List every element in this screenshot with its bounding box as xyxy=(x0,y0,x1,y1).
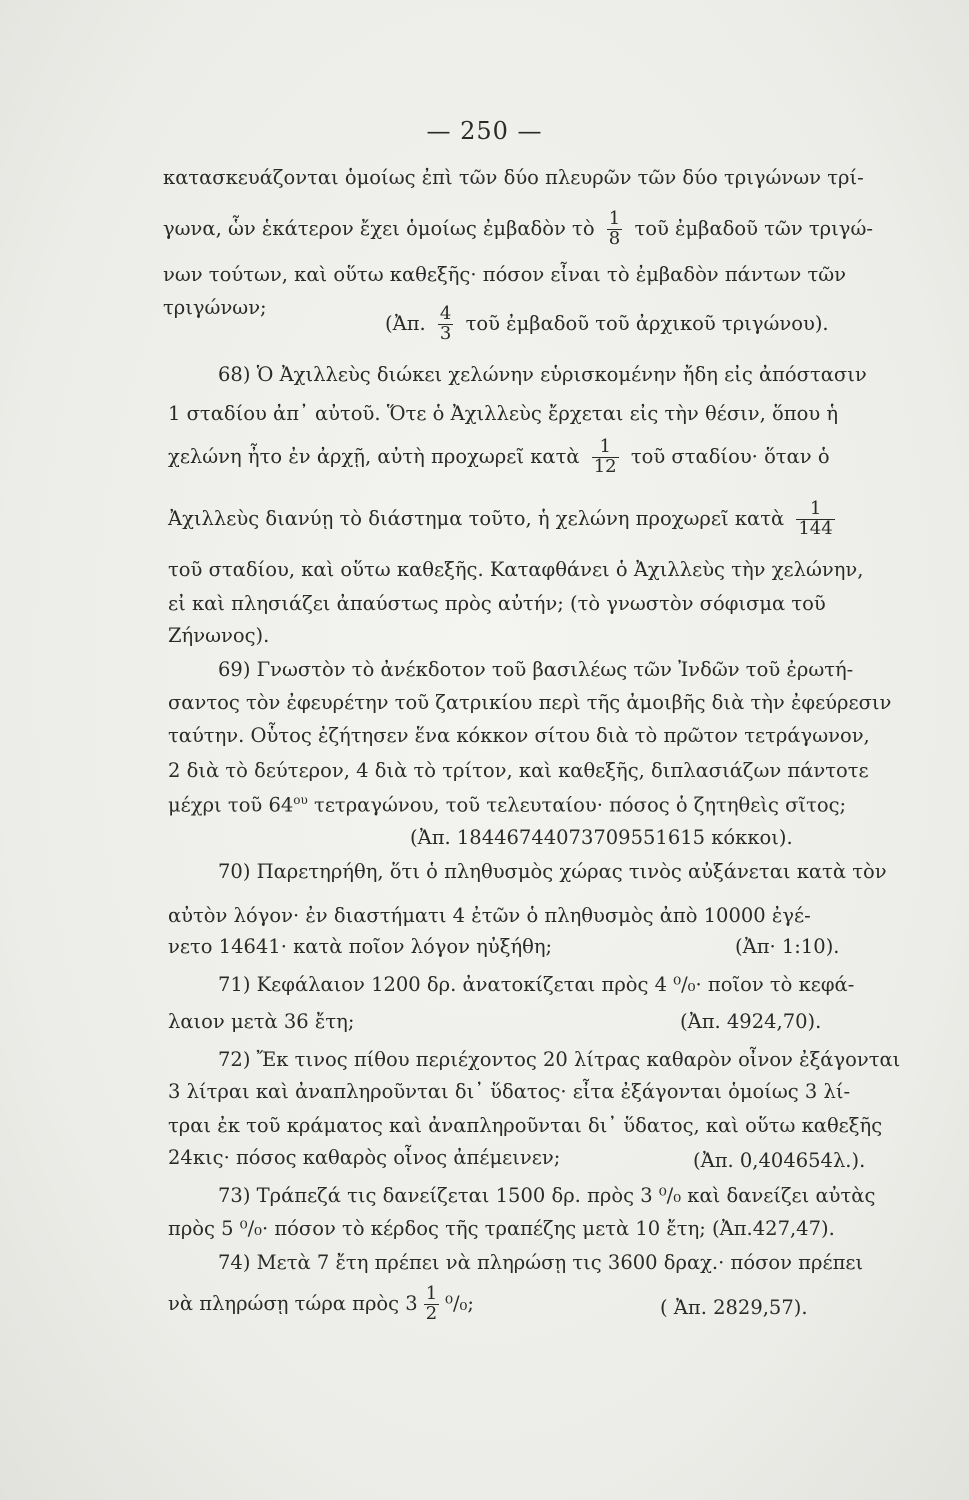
answer-line: (Ἀπ. 0,404654λ.). xyxy=(693,1149,866,1172)
answer-line: (Ἀπ. 4924,70). xyxy=(680,1010,822,1033)
problem-70: 70) Παρετηρήθη, ὅτι ὁ πληθυσμὸς χώρας τινὸς αὐξάνεται κατὰ τὸν xyxy=(218,860,887,883)
answer-line: (Ἀπ. $\frac{4}{3}$ τοῦ ἐμβαδοῦ τοῦ ἀρχικοῦ τριγώνου). xyxy=(385,303,829,344)
answer-line: ( Ἀπ. 2829,57). xyxy=(660,1296,808,1319)
text-line: 1 σταδίου ἀπ᾿ αὐτοῦ. Ὅτε ὁ Ἀχιλλεὺς ἔρχεται εἰς τὴν θέσιν, ὅπου ἡ xyxy=(168,402,839,425)
problem-71: 71) Κεφάλαιον 1200 δρ. ἀνατοκίζεται πρὸς 4 ⁰/₀· ποῖον τὸ κεφά- xyxy=(218,973,855,996)
text-line: χελώνη ἦτο ἐν ἀρχῇ, αὐτὴ προχωρεῖ κατὰ $\frac{1}{12}$ τοῦ σταδίου· ὅταν ὁ xyxy=(168,436,830,477)
problem-74: 74) Μετὰ 7 ἔτη πρέπει νὰ πληρώσῃ τις 3600 δραχ.· πόσον πρέπει xyxy=(218,1251,864,1274)
fraction: $\frac{1}{144}$ xyxy=(798,498,833,539)
text-line: νὰ πληρώσῃ τώρα πρὸς 3 $\frac{1}{2}$ ⁰/₀; xyxy=(168,1283,474,1324)
text-line: πρὸς 5 ⁰/₀· πόσον τὸ κέρδος τῆς τραπέζης μετὰ 10 ἔτη; (Ἀπ.427,47). xyxy=(168,1217,835,1240)
problem-72: 72) Ἔκ τινος πίθου περιέχοντος 20 λίτρας καθαρὸν οἶνον ἐξάγονται xyxy=(218,1048,901,1071)
text-line: 3 λίτραι καὶ ἀναπληροῦνται δι᾿ ὕδατος· εἶτα ἐξάγονται ὁμοίως 3 λί- xyxy=(168,1080,851,1103)
text-line: τοῦ σταδίου, καὶ οὕτω καθεξῆς. Καταφθάνει ὁ Ἀχιλλεὺς τὴν χελώνην, xyxy=(168,558,864,581)
text-line: τριγώνων; xyxy=(163,296,267,319)
text-line: εἰ καὶ πλησιάζει ἀπαύστως πρὸς αὐτήν; (τὸ γνωστὸν σόφισμα τοῦ xyxy=(168,592,826,615)
text-line: νων τούτων, καὶ οὕτω καθεξῆς· πόσον εἶναι τὸ ἐμβαδὸν πάντων τῶν xyxy=(163,263,846,286)
problem-68: 68) Ὁ Ἀχιλλεὺς διώκει χελώνην εὑρισκομένην ἤδη εἰς ἀπόστασιν xyxy=(218,363,867,386)
text-line: Ζήνωνος). xyxy=(168,624,270,647)
text-line: σαντος τὸν ἐφευρέτην τοῦ ζατρικίου περὶ τῆς ἀμοιβῆς διὰ τὴν ἐφεύρεσιν xyxy=(168,691,892,714)
text-line: αὐτὸν λόγον· ἐν διαστήματι 4 ἐτῶν ὁ πληθυσμὸς ἀπὸ 10000 ἐγέ- xyxy=(168,904,811,927)
answer-line: (Ἀπ· 1:10). xyxy=(735,935,840,958)
fraction: $\frac{1}{2}$ xyxy=(425,1283,438,1324)
problem-69: 69) Γνωστὸν τὸ ἀνέκδοτον τοῦ βασιλέως τῶν Ἰνδῶν τοῦ ἐρωτή- xyxy=(218,658,854,681)
fraction: $\frac{1}{8}$ xyxy=(608,208,621,249)
fraction: $\frac{1}{12}$ xyxy=(593,436,617,477)
text-line: 2 διὰ τὸ δεύτερον, 4 διὰ τὸ τρίτον, καὶ καθεξῆς, διπλασιάζων πάντοτε xyxy=(168,759,869,782)
text-line: λαιον μετὰ 36 ἔτη; xyxy=(168,1010,355,1033)
text-line: ταύτην. Οὗτος ἐζήτησεν ἕνα κόκκον σίτου διὰ τὸ πρῶτον τετράγωνον, xyxy=(168,724,870,747)
text-line: μέχρι τοῦ $64^{o\upsilon}$ τετραγώνου, τοῦ τελευταίου· πόσος ὁ ζητηθεὶς σῖτος; xyxy=(168,793,847,817)
text-line: 24κις· πόσος καθαρὸς οἶνος ἀπέμεινεν; xyxy=(168,1146,561,1169)
text-line: Ἀχιλλεὺς διανύῃ τὸ διάστημα τοῦτο, ἡ χελώνη προχωρεῖ κατὰ $\frac{1}{144}$ xyxy=(168,498,833,539)
answer-line: (Ἀπ. 18446744073709551615 κόκκοι). xyxy=(410,826,793,849)
text-line: νετο 14641· κατὰ ποῖον λόγον ηὐξήθη; xyxy=(168,935,553,958)
text-line: τραι ἐκ τοῦ κράματος καὶ ἀναπληροῦνται δι᾿ ὕδατος, καὶ οὕτω καθεξῆς xyxy=(168,1114,883,1137)
problem-73: 73) Τράπεζά τις δανείζεται 1500 δρ. πρὸς 3 ⁰/₀ καὶ δανείζει αὐτὰς xyxy=(218,1184,876,1207)
text-line: γωνα, ὧν ἑκάτερον ἔχει ὁμοίως ἐμβαδὸν τὸ $\frac{1}{8}$ τοῦ ἐμβαδοῦ τῶν τριγώ- xyxy=(163,208,873,249)
fraction: $\frac{4}{3}$ xyxy=(439,303,452,344)
page-number: — 250 — xyxy=(426,117,543,145)
text-line: κατασκευάζονται ὁμοίως ἐπὶ τῶν δύο πλευρῶν τῶν δύο τριγώνων τρί- xyxy=(163,166,864,189)
